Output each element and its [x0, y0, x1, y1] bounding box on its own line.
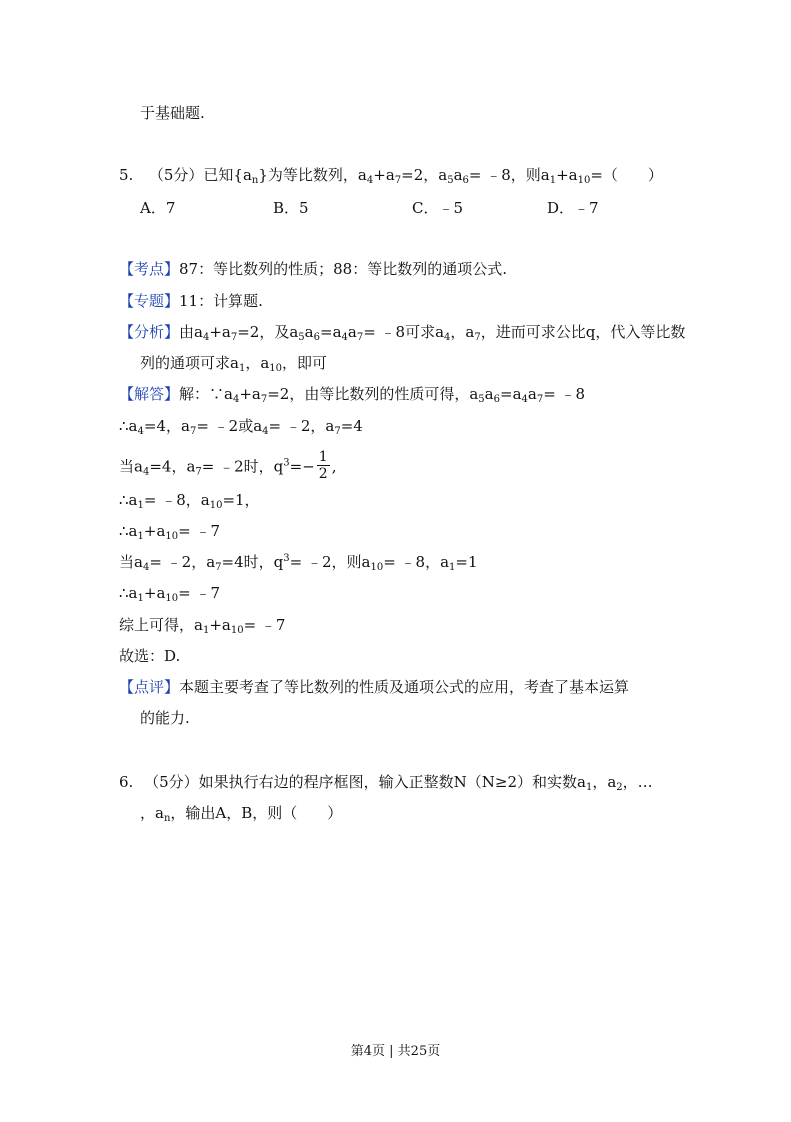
jieda-line: 【解答】解：$\because a_4+a_7=2$，由等比数列的性质可得，$a_5a_6=a_4a_7=$ ﹣8: [119, 385, 586, 405]
zhuanti-line: 【专题】11：计算题.: [119, 292, 263, 310]
jieda-tag: 【解答】: [119, 385, 180, 403]
solution-step-7: 综上可得，$a_1+a_{10}=$ ﹣7: [119, 616, 286, 636]
solution-step-3: $\therefore a_1=$ ﹣8，$a_{10}=1$，: [119, 491, 260, 511]
option-d[interactable]: D．﹣7: [547, 199, 599, 217]
fenxi-line-2: 列的通项可求$a_1$，$a_{10}$，即可: [140, 354, 328, 374]
solution-answer: 故选：D.: [119, 647, 181, 665]
option-b[interactable]: B．5: [273, 199, 309, 217]
solution-step-1: $\therefore a_4=4$，$a_7=$ ﹣2或$a_4=$ ﹣2，$a_7=4$: [119, 417, 363, 437]
solution-step-5: 当$a_4=$ ﹣2，$a_7=4$时，$q^3=$ ﹣2，则$a_{10}=$ ﹣8，$a_1=1$: [119, 553, 478, 573]
question-points: （5分）: [148, 166, 204, 184]
fenxi-tag: 【分析】: [119, 323, 180, 341]
dianping-line-1: 【点评】本题主要考查了等比数列的性质及通项公式的应用，考查了基本运算: [119, 678, 630, 696]
solution-step-4: $\therefore a_1+a_{10}=$ ﹣7: [119, 522, 221, 542]
question-6-stem-line-1: 6. （5分）如果执行右边的程序框图，输入正整数N（N≥2）和实数$a_1$，$a_2$，…: [119, 773, 653, 793]
kaodian-line: 【考点】87：等比数列的性质；88：等比数列的通项公式.: [119, 260, 507, 278]
dianping-line-2: 的能力.: [140, 709, 190, 727]
question-5-stem: 5. （5分）已知$\{a_n\}$为等比数列，$a_4+a_7=2$，$a_5a_6=$ ﹣8，则$a_1+a_{10}=$（ ）: [119, 166, 663, 186]
question-number: 5.: [119, 166, 134, 184]
solution-step-6: $\therefore a_1+a_{10}=$ ﹣7: [119, 584, 221, 604]
fraction: $\frac{1}{2}$: [318, 449, 328, 482]
question-number: 6.: [119, 773, 134, 791]
fenxi-line-1: 【分析】由$a_4+a_7=2$，及$a_5a_6=a_4a_7=$ ﹣8可求$a_4$，$a_7$，进而可求公比q，代入等比数: [119, 323, 686, 343]
solution-step-2: 当$a_4=4$，$a_7=$ ﹣2时，$q^3=-$ $\frac{1}{2}$ ,: [119, 449, 337, 482]
intro-tail: 于基础题.: [140, 104, 205, 122]
zhuanti-tag: 【专题】: [119, 292, 180, 310]
option-a[interactable]: A．7: [140, 199, 176, 217]
option-c[interactable]: C．﹣5: [412, 199, 464, 217]
page-footer: 第4页 | 共25页: [350, 1044, 441, 1059]
dianping-tag: 【点评】: [119, 678, 180, 696]
kaodian-tag: 【考点】: [119, 260, 180, 278]
question-6-stem-line-2: ，$a_n$，输出A，B，则（ ）: [140, 804, 343, 824]
